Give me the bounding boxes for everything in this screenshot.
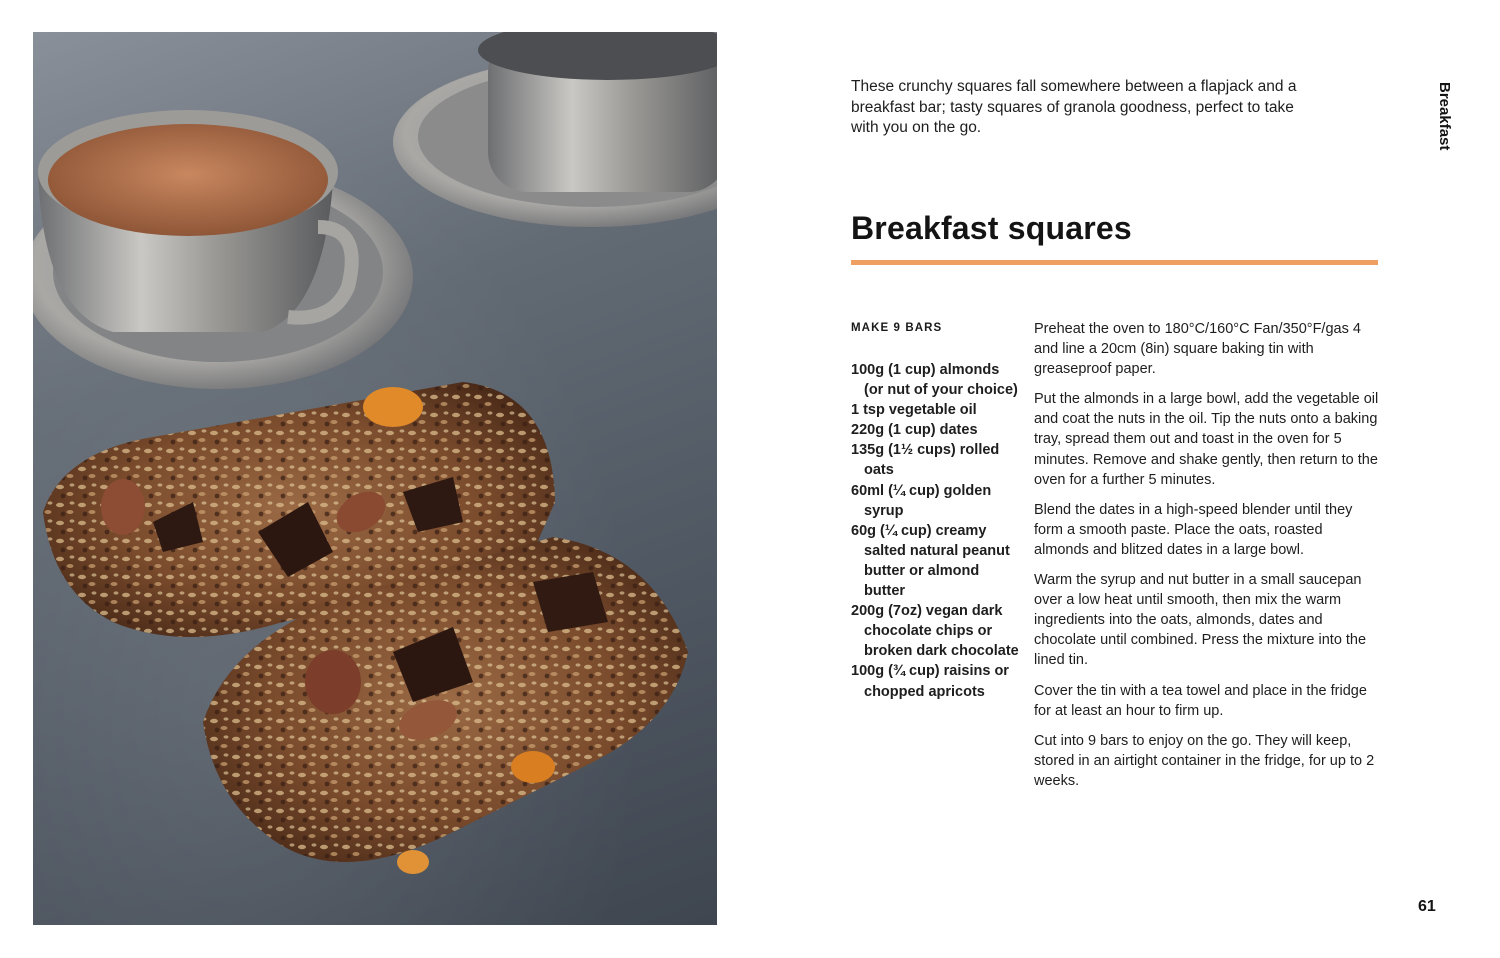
method-step: Blend the dates in a high-speed blender until they form a smooth paste. Place the oats, roasted almonds and blitzed dates in a large bowl. [1034,501,1353,558]
method-step: Put the almonds in a large bowl, add the vegetable oil and coat the nuts in the oil. Tip the nuts onto a baking tray, spread them out and toast in the oven for 5 minutes. Remove and shake gently, then return to the oven for a further 5 minutes. [1034,391,1379,488]
ingredient-item: 220g (1 cup) dates [851,422,978,439]
ingredients-list [851,360,1019,702]
ingredient-item: 135g (1½ cups) rolled oats [851,442,1000,479]
recipe-intro: These crunchy squares fall somewhere between a flapjack and a breakfast bar; tasty squares of granola goodness, perfect to take with you on the go. [851,78,1297,136]
ingredient-item: 60g (¼ cup) creamy salted natural peanut butter or almond butter [851,522,1010,600]
method-step: Preheat the oven to 180°C/160°C Fan/350°F/gas 4 and line a 20cm (8in) square baking tin with greaseproof paper. [1034,321,1361,378]
ingredient-item: 60ml (¼ cup) golden syrup [851,482,992,519]
photo-illustration [33,32,717,925]
page-number: 61 [1418,898,1436,915]
ingredient-item: 1 tsp vegetable oil [851,402,977,419]
recipe-title: Breakfast squares [851,210,1132,246]
title-rule [851,260,1378,265]
recipe-photo [33,32,717,925]
ingredient-item: 100g (1 cup) almonds (or nut of your choice) [851,362,1018,399]
method-step: Warm the syrup and nut butter in a small saucepan over a low heat until smooth, then mix the warm ingredients into the oats, almonds, dates and chocolate until combined. Press the mixture into the lined tin. [1034,572,1367,669]
method-step: Cut into 9 bars to enjoy on the go. They will keep, stored in an airtight container in the fridge, for up to 2 weeks. [1034,732,1375,789]
ingredient-item: 100g (¾ cup) raisins or chopped apricots [851,663,1009,700]
ingredient-item: 200g (7oz) vegan dark chocolate chips or broken dark chocolate [851,603,1019,660]
recipe-yield: MAKE 9 BARS [851,322,943,334]
section-label: Breakfast [1436,82,1453,151]
method-steps [1034,319,1379,801]
method-step: Cover the tin with a tea towel and place in the fridge for at least an hour to firm up. [1034,682,1367,719]
